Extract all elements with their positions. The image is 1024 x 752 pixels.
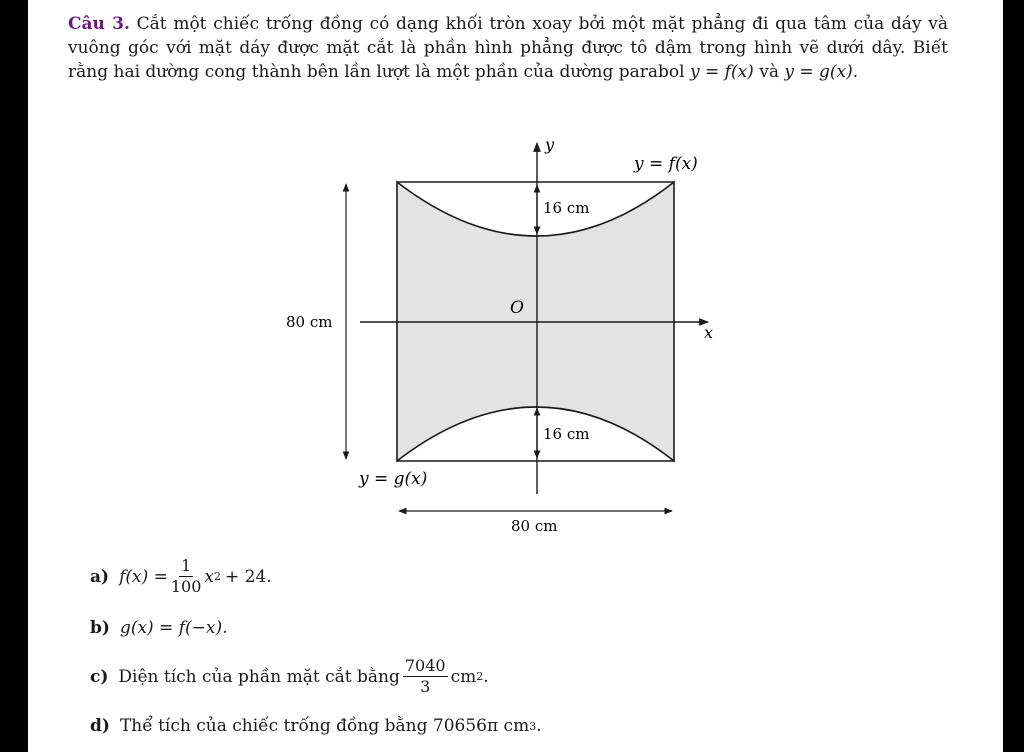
origin-label: O xyxy=(510,298,524,318)
curve-top-label: y = f(x) xyxy=(634,154,698,174)
fraction: $\frac{1}{100}$ xyxy=(170,556,202,596)
curve-bottom-label: y = g(x) xyxy=(359,469,428,489)
x-axis-label: x xyxy=(704,323,714,342)
page xyxy=(28,0,1003,752)
option-d: d) Thể tích của chiếc trống đồng bằng 70656π cm 3 . xyxy=(90,716,542,736)
problem-text: Cắt một chiếc trống đồng có dạng khối tròn xoay bởi một mặt phẳng đi qua tâm của dáy và vuông góc với mặt dáy được mặt cắt là phần hình phẳng được tô dậm trong hình vẽ dưới dây. Biết rằng hai dường cong thành bên lần lượt là một phần của dường parabol xyxy=(68,14,949,82)
conjunction: và xyxy=(759,62,779,82)
height-label: 80 cm xyxy=(286,313,333,331)
dim-bottom-label: 16 cm xyxy=(543,425,590,443)
equation-g: y = g(x). xyxy=(784,62,859,82)
y-axis-label: y xyxy=(545,135,555,154)
question-number: Câu 3. xyxy=(68,14,130,34)
width-label: 80 cm xyxy=(511,517,558,535)
option-b: b) g(x) = f(−x). xyxy=(90,618,228,638)
option-c: c) Diện tích của phần mặt cắt bằng $\frac{7040}{3}$ cm 2 . xyxy=(90,656,489,696)
equation-f: y = f(x) xyxy=(690,62,754,82)
drum-cross-section-figure xyxy=(28,0,1003,545)
option-a: a) f(x) = $\frac{1}{100}$ x 2 + 24. xyxy=(90,556,272,596)
fraction: $\frac{7040}{3}$ xyxy=(404,656,446,696)
dim-top-label: 16 cm xyxy=(543,199,590,217)
